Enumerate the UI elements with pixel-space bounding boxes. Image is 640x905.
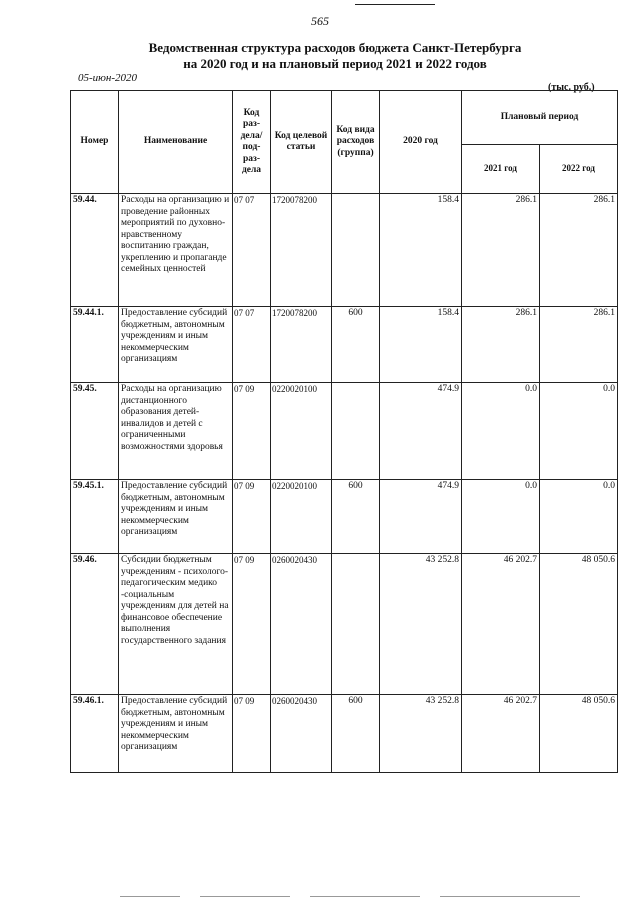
row-2020: 158.4 — [380, 307, 462, 383]
row-2021: 0.0 — [462, 480, 540, 554]
table-row — [71, 383, 618, 480]
table-row — [71, 480, 618, 554]
header-name: Наименование — [119, 91, 233, 194]
row-2022: 48 050.6 — [540, 554, 618, 695]
row-section: 07 09 — [233, 383, 271, 480]
row-name: Расходы на организацию и проведение районных мероприятий по духовно-нравственному воспитанию граждан, укреплению и пропаганде семейных ценностей — [119, 194, 233, 307]
units-label: (тыс. руб.) — [548, 82, 595, 93]
row-2020: 474.9 — [380, 383, 462, 480]
row-type: 600 — [332, 695, 380, 773]
row-2022: 286.1 — [540, 194, 618, 307]
table-row — [71, 194, 618, 307]
row-number: 59.46. — [71, 554, 119, 695]
row-name: Предоставление субсидий бюджетным, автономным учреждениям и иным некоммерческим организациям — [119, 307, 233, 383]
row-target: 1720078200 — [271, 194, 332, 307]
title-line-2: на 2020 год и на плановый период 2021 и 2022 годов — [183, 56, 487, 71]
row-2021: 286.1 — [462, 307, 540, 383]
table-row — [71, 554, 618, 695]
document-title — [120, 40, 550, 72]
row-2022: 286.1 — [540, 307, 618, 383]
row-name: Предоставление субсидий бюджетным, автономным учреждениям и иным некоммерческим организациям — [119, 695, 233, 773]
row-2020: 43 252.8 — [380, 695, 462, 773]
header-2022: 2022 год — [540, 145, 618, 194]
row-2021: 46 202.7 — [462, 695, 540, 773]
row-target: 0220020100 — [271, 480, 332, 554]
header-number: Номер — [71, 91, 119, 194]
header-2021: 2021 год — [462, 145, 540, 194]
row-number: 59.45.1. — [71, 480, 119, 554]
row-section: 07 09 — [233, 695, 271, 773]
footer-rule — [120, 896, 180, 897]
row-2022: 48 050.6 — [540, 695, 618, 773]
footer-rule — [200, 896, 290, 897]
table-row — [71, 307, 618, 383]
row-number: 59.45. — [71, 383, 119, 480]
row-type: 600 — [332, 480, 380, 554]
title-line-1: Ведомственная структура расходов бюджета Санкт-Петербурга — [148, 40, 522, 55]
row-name: Субсидии бюджетным учреждениям - психолого-педагогическим медико -социальным учреждениям для детей на финансовое обеспечение выполнения государственного задания — [119, 554, 233, 695]
row-type — [332, 194, 380, 307]
row-target: 0260020430 — [271, 554, 332, 695]
row-2022: 0.0 — [540, 480, 618, 554]
row-name: Предоставление субсидий бюджетным, автономным учреждениям и иным некоммерческим организациям — [119, 480, 233, 554]
row-number: 59.46.1. — [71, 695, 119, 773]
row-number: 59.44. — [71, 194, 119, 307]
header-planned-period: Плановый период — [462, 91, 618, 145]
header-target: Код целевой статьи — [271, 91, 332, 194]
budget-table — [70, 90, 618, 773]
row-2022: 0.0 — [540, 383, 618, 480]
header-2020: 2020 год — [380, 91, 462, 194]
row-name: Расходы на организацию дистанционного образования детей-инвалидов и детей с ограниченными возможностями здоровья — [119, 383, 233, 480]
table-row — [71, 695, 618, 773]
row-type: 600 — [332, 307, 380, 383]
row-target: 0220020100 — [271, 383, 332, 480]
row-2021: 46 202.7 — [462, 554, 540, 695]
row-2020: 43 252.8 — [380, 554, 462, 695]
row-section: 07 07 — [233, 307, 271, 383]
header-section: Код раз-дела/ под-раз-дела — [233, 91, 271, 194]
page-number: 565 — [311, 14, 329, 28]
row-2020: 158.4 — [380, 194, 462, 307]
row-2021: 286.1 — [462, 194, 540, 307]
top-rule — [355, 4, 435, 5]
header-type: Код вида расходов (группа) — [332, 91, 380, 194]
row-section: 07 09 — [233, 554, 271, 695]
row-2021: 0.0 — [462, 383, 540, 480]
row-2020: 474.9 — [380, 480, 462, 554]
footer-rule — [310, 896, 420, 897]
row-target: 0260020430 — [271, 695, 332, 773]
row-number: 59.44.1. — [71, 307, 119, 383]
row-section: 07 07 — [233, 194, 271, 307]
footer-rule — [440, 896, 580, 897]
row-type — [332, 554, 380, 695]
row-target: 1720078200 — [271, 307, 332, 383]
document-date: 05-июн-2020 — [78, 72, 138, 84]
row-section: 07 09 — [233, 480, 271, 554]
row-type — [332, 383, 380, 480]
